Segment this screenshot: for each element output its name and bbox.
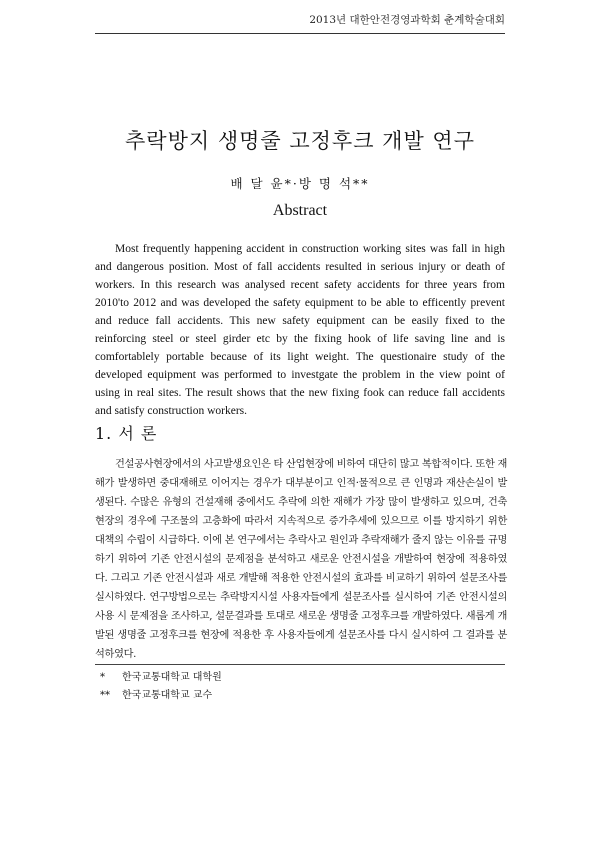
footnote-text: 한국교통대학교 교수 (122, 690, 213, 701)
footnote-item (100, 669, 222, 687)
footnote-mark: * (100, 672, 105, 683)
footnote-item (100, 687, 222, 705)
footnotes (100, 669, 222, 705)
paper-authors: 배 달 윤*·방 명 석** (230, 176, 370, 191)
section-heading-introduction: 1. 서 론 (95, 424, 158, 443)
footnote-mark: ** (100, 690, 110, 701)
conference-header: 2013년 대한안전경영과학회 춘계학술대회 (95, 12, 505, 34)
footnote-text: 한국교통대학교 대학원 (122, 672, 222, 683)
paper-title: 추락방지 생명줄 고정후크 개발 연구 (125, 129, 475, 153)
abstract-text: Most frequently happening accident in construction working sites was fall in high and dangerous position. Most of fall accidents resulted in serious injury or death of workers. In this research was analysed recent safety accidents for three years from 2010'to 2012 and was developed the safety equipment to be able to efficently prevent and reduce fall accidents. This new safety equipment can be easily fixed to the reinforcing steel or steel girder etc by the fixing hook of life saving line and is comfortablely portable because of its light weight. The questionaire study of the developed equipment was performed to investgate the problem in the view point of using in real sites. The result shows that the new fixing fook can reduce fall accidents and satisfy construction workers. (95, 243, 505, 417)
introduction-text: 건설공사현장에서의 사고발생요인은 타 산업현장에 비하여 대단히 많고 복합적이다. 또한 재해가 발생하면 중대재해로 이어지는 경우가 대부분이고 인적·물적으로 큰 인명과 재산손실이 발생된다. 수많은 유형의 건설재해 중에서도 추락에 의한 재해가 가장 많이 발생하고 있으며, 건축현장의 경우에 구조물의 고층화에 따라서 지속적으로 증가추세에 있으므로 이를 방지하기 위한 대책의 수립이 시급하다. 이에 본 연구에서는 추락사고 원인과 추락재해가 줄지 않는 이유를 규명하기 위하여 기존 안전시설의 문제점을 분석하고 새로운 안전시설을 개발하여 현장에 적용하였다. 그리고 기존 안전시설과 새로 개발해 적용한 안전시설의 효과를 비교하기 위하여 설문조사를 실시하였다. 연구방법으로는 추락방지시설 사용자들에게 설문조사를 실시하여 기존 안전시설의 사용 시 문제점을 조사하고, 설문결과를 토대로 새로운 생명줄 고정후크를 개발하였다. 새롭게 개발된 생명줄 고정후크를 현장에 적용한 후 사용자들에게 설문조사를 다시 실시하여 그 결과를 분석하였다. (95, 459, 507, 660)
footnote-divider (95, 664, 505, 665)
abstract-heading: Abstract (272, 202, 328, 219)
